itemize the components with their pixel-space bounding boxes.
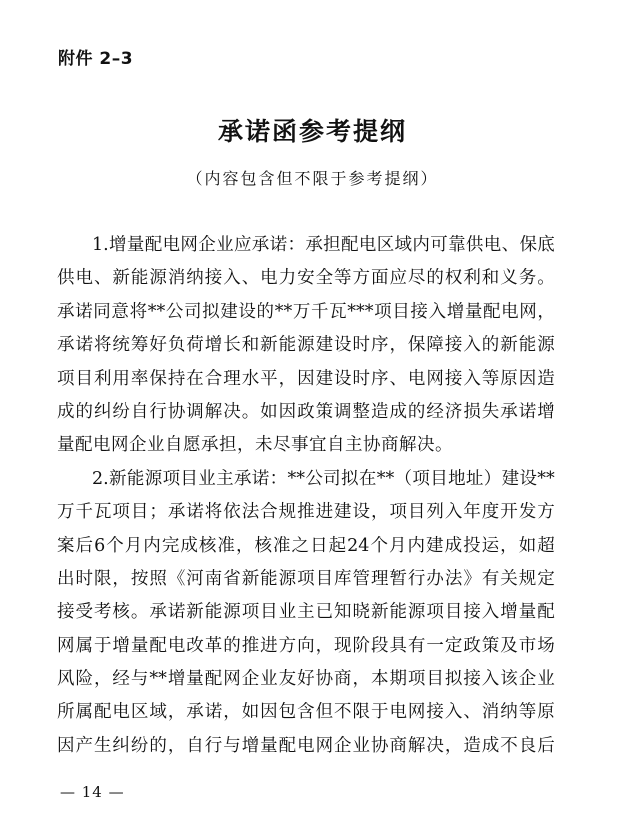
body-line: 1. 增 量 配 电 网 企 业 应 承 诺 ： 承 担 配 电 区 域 内 可 靠 供 电 、 保 底 — [92, 235, 555, 255]
body-line: 量配电网企业自愿承担，未尽事宜自主协商解决。 — [57, 435, 453, 456]
page-number: — 14 — — [60, 783, 125, 801]
body-line: 接 受 考 核 。 承 诺 新 能 源 项 目 业 主 已 知 晓 新 能 源 项 目 接 入 增 量 配 — [57, 602, 555, 623]
body-line: 出 时 限 ， 按 照 《 河 南 省 新 能 源 项 目 库 管 理 暂 行 办 法 》 有 关 规 定 — [57, 568, 555, 589]
body-line: 项 目 利 用 率 保 持 在 合 理 水 平 ， 因 建 设 时 序 、 电 网 接 入 等 原 因 造 — [57, 368, 555, 389]
body-line: 案 后 6 个 月 内 完 成 核 准 ， 核 准 之 日 起 24 个 月 内 建 成 投 运 ， 如 超 — [57, 535, 555, 556]
body-line: 风 险 ， 经 与 ** 增 量 配 网 企 业 友 好 协 商 ， 本 期 项 目 拟 接 入 该 企 业 — [57, 669, 555, 690]
body-line: 因 产 生 纠 纷 的 ， 自 行 与 增 量 配 电 网 企 业 协 商 解 决 ， 造 成 不 良 后 — [57, 735, 555, 756]
body-line: 承 诺 同 意 将 ** 公 司 拟 建 设 的 ** 万 千 瓦 *** 项 目 接 入 增 量 配 电 网 ， — [57, 301, 555, 322]
body-line: 所 属 配 电 区 域 ， 承 诺 ， 如 因 包 含 但 不 限 于 电 网 接 入 、 消 纳 等 原 — [57, 702, 555, 723]
body-line: 供 电 、 新 能 源 消 纳 接 入 、 电 力 安 全 等 方 面 应 尽 的 权 利 和 义 务 。 — [57, 268, 555, 289]
document-body — [57, 229, 555, 763]
body-line: 网 属 于 增 量 配 电 改 革 的 推 进 方 向 ， 现 阶 段 具 有 一 定 政 策 及 市 场 — [57, 635, 555, 656]
body-line: 万 千 瓦 项 目 ； 承 诺 将 依 法 合 规 推 进 建 设 ， 项 目 列 入 年 度 开 发 方 — [57, 502, 555, 523]
document-title: 承诺函参考提纲 — [217, 117, 407, 146]
body-line: 成 的 纠 纷 自 行 协 调 解 决 。 如 因 政 策 调 整 造 成 的 经 济 损 失 承 诺 增 — [57, 401, 555, 422]
attachment-label: 附件 2–3 — [58, 49, 134, 69]
document-subtitle: （内容包含但不限于参考提纲） — [186, 169, 439, 188]
body-line: 承 诺 将 统 筹 好 负 荷 增 长 和 新 能 源 建 设 时 序 ， 保 障 接 入 的 新 能 源 — [57, 335, 555, 356]
body-line: 2. 新 能 源 项 目 业 主 承 诺 ： ** 公 司 拟 在 ** （ 项 目 地 址 ） 建 设 ** — [92, 468, 555, 489]
